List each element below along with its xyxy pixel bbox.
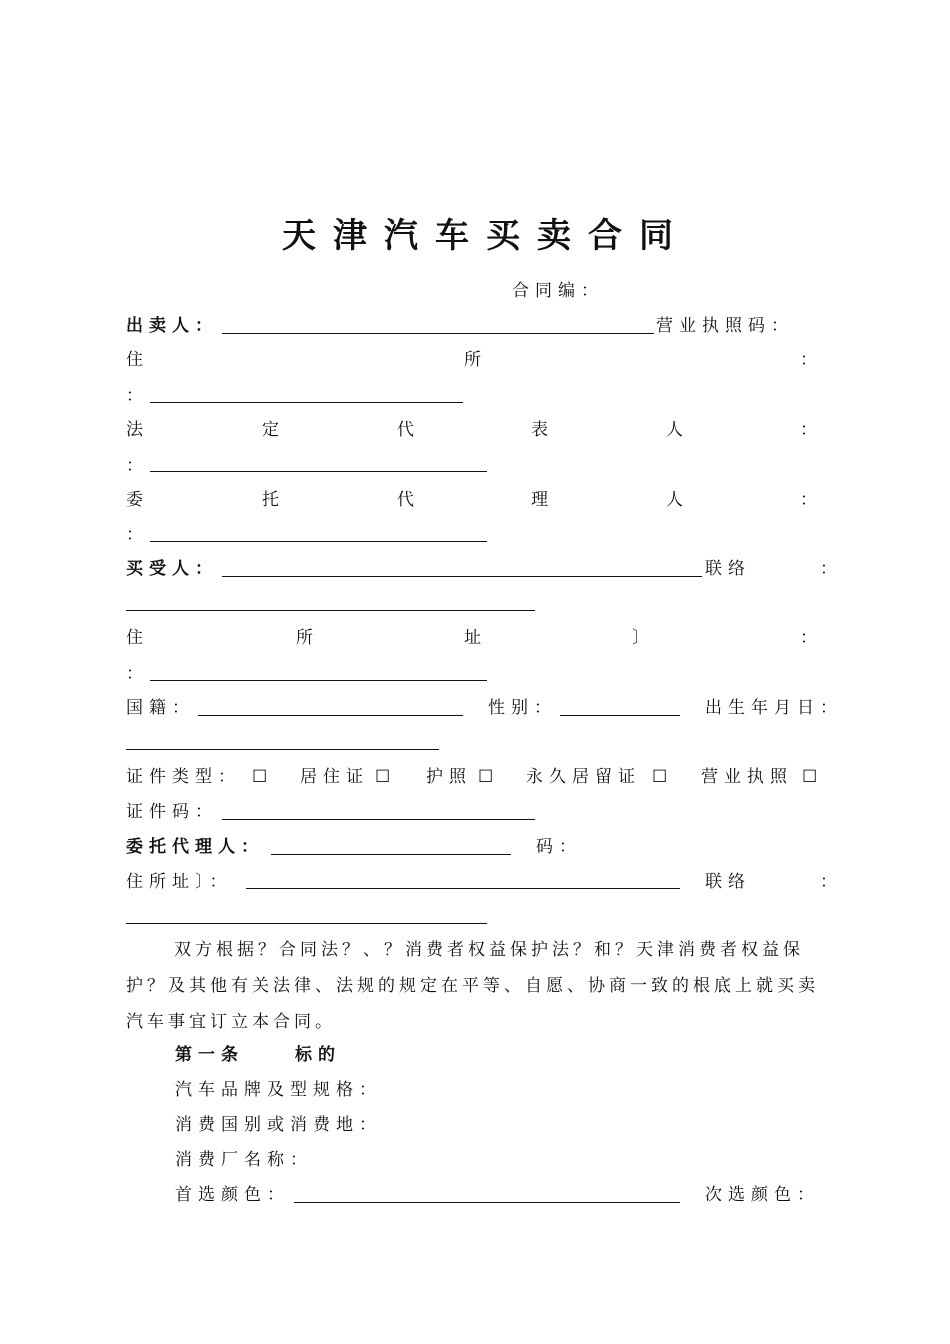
buyer-agent-field[interactable] (271, 854, 511, 855)
buyer-address-char: 〕 (632, 628, 655, 648)
seller-agent-char: 托 (262, 490, 285, 510)
buyer-contact-field[interactable] (126, 610, 535, 611)
article-1-title: 标的 (295, 1045, 341, 1065)
seller-address-field[interactable] (150, 402, 463, 403)
buyer-agent-contact-label: 联络 (705, 872, 751, 892)
id-number-field[interactable] (222, 819, 535, 820)
article-1-item: 汽车品牌及型规格： (175, 1080, 382, 1100)
buyer-address-char: 址 (464, 628, 487, 648)
buyer-agent-contact-field[interactable] (126, 923, 487, 924)
id-type-option-label: 护照 (426, 767, 472, 787)
seller-agent-char: 人 (666, 490, 689, 510)
id-type-label: 证件类型： (126, 767, 241, 787)
legal-rep-tail: ： (126, 456, 149, 476)
gender-field[interactable] (560, 715, 680, 716)
intro-paragraph: 双方根据？合同法？、？消费者权益保护法？和？天津消费者权益保护？及其他有关法律、法规的规定在平等、自愿、协商一致的根底上就买卖汽车事宜订立本合同。 (126, 940, 819, 1032)
seller-agent-tail: ： (126, 525, 149, 545)
id-type-option-label: 居住证 (300, 767, 369, 787)
seller-agent-char: 理 (531, 490, 554, 510)
checkbox-icon[interactable]: ☐ (375, 767, 397, 787)
seller-address-tail: ： (126, 386, 149, 406)
nationality-field[interactable] (198, 715, 463, 716)
seller-address-char: ： (800, 350, 823, 370)
gender-label: 性别： (488, 698, 557, 718)
seller-agent-char: ： (800, 490, 823, 510)
buyer-address-tail: ： (126, 664, 149, 684)
buyer-contact-label: 联络 (705, 559, 751, 579)
checkbox-icon[interactable]: ☐ (652, 767, 674, 787)
legal-rep-char: ： (800, 420, 823, 440)
buyer-agent-label: 委托代理人： (126, 837, 264, 857)
legal-rep-char: 表 (531, 420, 554, 440)
checkbox-icon[interactable]: ☐ (802, 767, 824, 787)
buyer-label: 买受人： (126, 559, 218, 579)
buyer-name-field[interactable] (222, 576, 702, 577)
contract-number-label: 合同编： (512, 281, 604, 301)
checkbox-icon[interactable]: ☐ (478, 767, 500, 787)
buyer-address-char: 所 (296, 628, 319, 648)
article-1-heading: 第一条 (175, 1045, 244, 1065)
seller-name-field[interactable] (222, 333, 654, 334)
buyer-agent-contact-colon: ： (820, 872, 843, 892)
primary-color-field[interactable] (294, 1202, 680, 1203)
seller-address-char: 所 (464, 350, 487, 370)
birth-date-field[interactable] (126, 749, 439, 750)
buyer-agent-code-label: 码： (536, 837, 582, 857)
id-type-option-label: 永久居留证 (526, 767, 641, 787)
birth-date-label: 出生年月日： (705, 698, 843, 718)
buyer-agent-address-field[interactable] (246, 888, 680, 889)
buyer-agent-address-label: 住所址〕： (126, 872, 233, 892)
id-type-option-label: 营业执照 (701, 767, 793, 787)
legal-rep-char: 法 (126, 420, 149, 440)
document-title: 天津汽车买卖合同 (282, 216, 690, 256)
buyer-address-char: ： (800, 628, 823, 648)
legal-rep-char: 人 (666, 420, 689, 440)
article-1-item: 消费国别或消费地： (175, 1115, 382, 1135)
seller-agent-field[interactable] (150, 541, 487, 542)
legal-rep-char: 代 (397, 420, 420, 440)
id-number-label: 证件码： (126, 802, 218, 822)
seller-label: 出卖人： (126, 316, 218, 336)
secondary-color-label: 次选颜色： (705, 1185, 820, 1205)
legal-rep-char: 定 (262, 420, 285, 440)
legal-rep-field[interactable] (150, 471, 487, 472)
nationality-label: 国籍： (126, 698, 195, 718)
buyer-address-char: 住 (126, 628, 149, 648)
article-1-item: 消费厂名称： (175, 1150, 313, 1170)
seller-agent-char: 委 (126, 490, 149, 510)
seller-license-label: 营业执照码： (656, 316, 794, 336)
seller-address-char: 住 (126, 350, 149, 370)
primary-color-label: 首选颜色： (175, 1185, 290, 1205)
buyer-address-field[interactable] (150, 680, 487, 681)
seller-agent-char: 代 (397, 490, 420, 510)
buyer-contact-colon: ： (820, 559, 843, 579)
checkbox-icon[interactable]: ☐ (252, 767, 274, 787)
